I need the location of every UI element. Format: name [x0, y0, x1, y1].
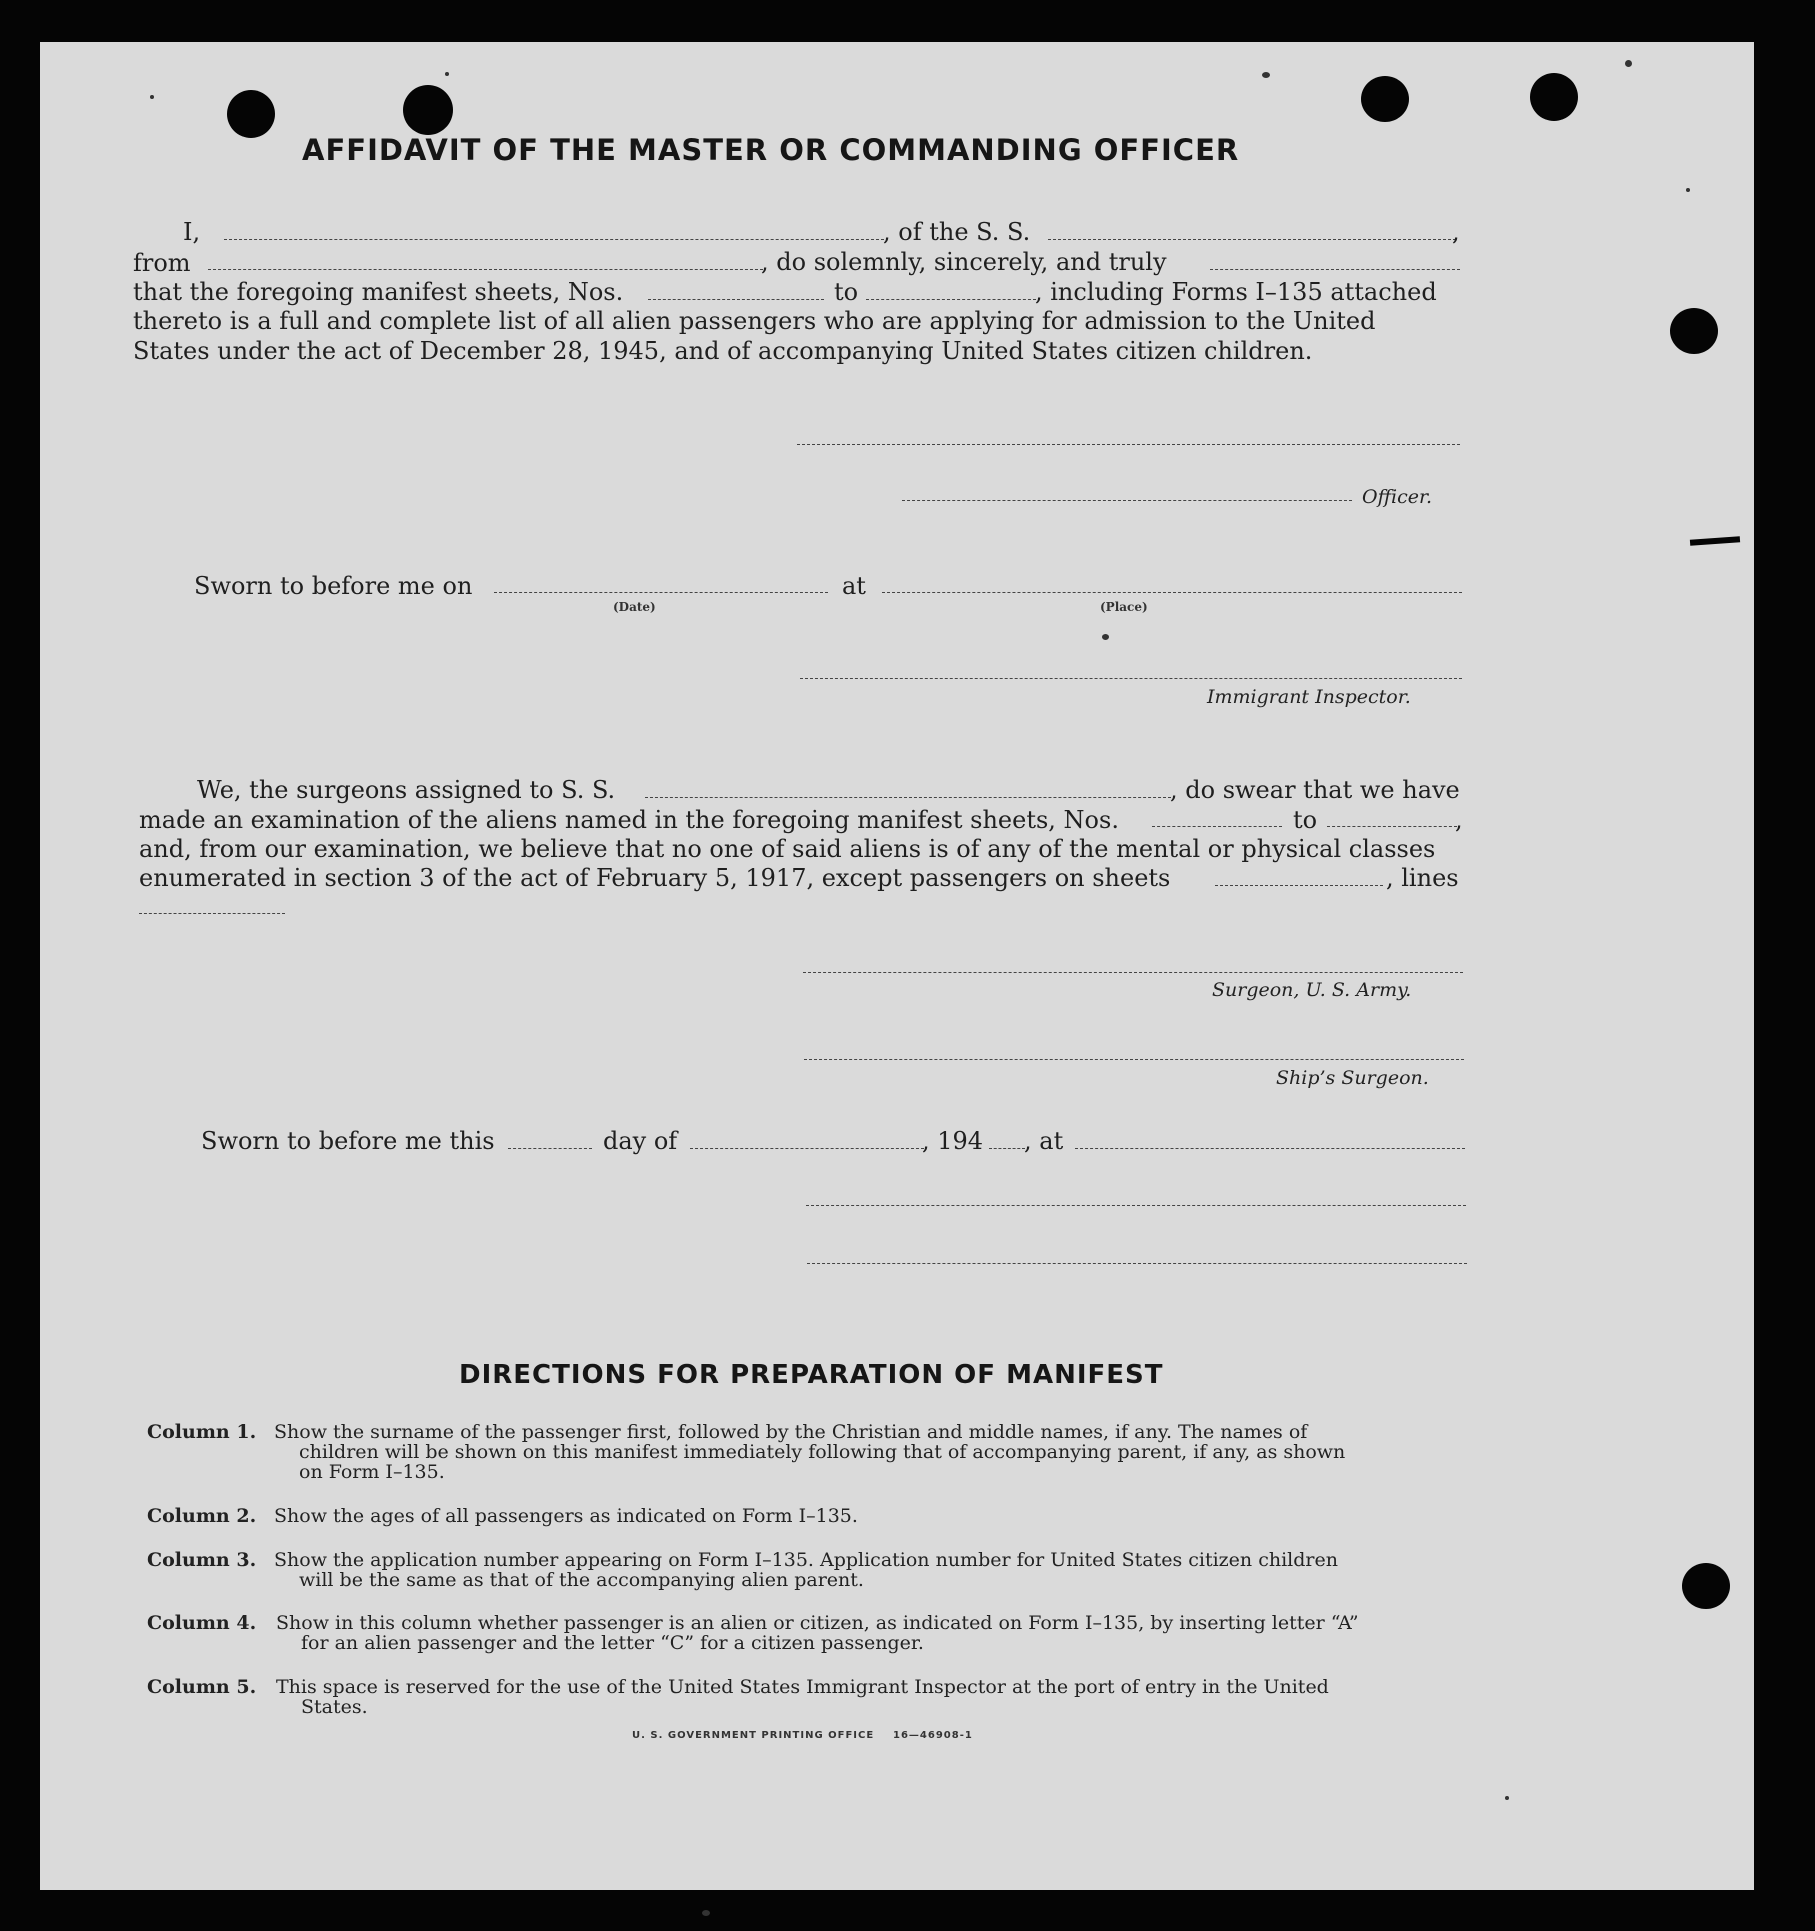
punch-hole: [403, 85, 453, 135]
column-label: Column 5.: [147, 1676, 257, 1698]
except-lines-field[interactable]: [139, 913, 285, 914]
master-name-field[interactable]: [224, 239, 884, 240]
surgeon-ship-field[interactable]: [645, 797, 1171, 798]
para1-line1-start: I,: [183, 218, 201, 246]
speck: [1102, 634, 1109, 640]
inspector-signature-line[interactable]: [800, 678, 1462, 679]
para1-line1-end: ,: [1452, 218, 1460, 246]
direction-line: on Form I–135.: [299, 1461, 445, 1483]
sworn-place-field[interactable]: [882, 592, 1462, 593]
para2-line4-end: , lines: [1386, 864, 1459, 892]
place-label: (Place): [1100, 600, 1148, 614]
master-signature-line[interactable]: [797, 444, 1460, 445]
para2-line4-start: enumerated in section 3 of the act of February 5, 1917, except passengers on sheets: [139, 864, 1171, 892]
from-port-field[interactable]: [208, 269, 763, 270]
sheet-from-field[interactable]: [648, 299, 824, 300]
officer-signature-line[interactable]: [902, 500, 1352, 501]
para1-line3-to: to: [834, 278, 859, 306]
para1-line4: thereto is a full and complete list of all alien passengers who are applying for admission to the United: [133, 307, 1376, 335]
sworn2-place-field[interactable]: [1075, 1148, 1465, 1149]
direction-line: Show the surname of the passenger first, followed by the Christian and middle names, if any. The names of: [274, 1421, 1308, 1443]
ship-name-field[interactable]: [1048, 239, 1456, 240]
officer-label: Officer.: [1362, 486, 1433, 508]
army-surgeon-signature-line[interactable]: [803, 972, 1463, 973]
except-sheets-field[interactable]: [1215, 885, 1383, 886]
para1-line1-mid: , of the S. S.: [883, 218, 1031, 246]
sworn1-at: at: [842, 572, 866, 600]
sworn2-text: Sworn to before me this: [201, 1127, 495, 1155]
sworn2-signature-line-2[interactable]: [807, 1263, 1467, 1264]
army-surgeon-label: Surgeon, U. S. Army.: [1212, 979, 1412, 1001]
speck: [702, 1910, 710, 1916]
oath-type-field[interactable]: [1210, 269, 1460, 270]
sworn2-day-of: day of: [603, 1127, 678, 1155]
exam-sheet-from-field[interactable]: [1152, 826, 1282, 827]
ship-surgeon-label: Ship’s Surgeon.: [1276, 1067, 1429, 1089]
punch-hole: [227, 90, 275, 138]
punch-hole: [1670, 308, 1718, 354]
direction-line: States.: [301, 1696, 368, 1718]
exam-sheet-to-field[interactable]: [1327, 826, 1457, 827]
ship-surgeon-signature-line[interactable]: [804, 1059, 1464, 1060]
para1-line3-start: that the foregoing manifest sheets, Nos.: [133, 278, 624, 306]
directions-title: DIRECTIONS FOR PREPARATION OF MANIFEST: [459, 1360, 1164, 1390]
inspector-label: Immigrant Inspector.: [1207, 686, 1411, 708]
direction-line: for an alien passenger and the letter “C” for a citizen passenger.: [301, 1632, 924, 1654]
direction-line: This space is reserved for the use of the United States Immigrant Inspector at the port of entry in the United: [276, 1676, 1329, 1698]
speck: [1262, 72, 1270, 78]
punch-hole: [1682, 1563, 1730, 1609]
sheet-to-field[interactable]: [866, 299, 1036, 300]
speck: [150, 95, 154, 99]
sworn1-text: Sworn to before me on: [194, 572, 473, 600]
direction-line: Show the application number appearing on Form I–135. Application number for United States citizen children: [274, 1549, 1338, 1571]
date-label: (Date): [613, 600, 656, 614]
column-label: Column 3.: [147, 1549, 257, 1571]
para1-line2-mid: , do solemnly, sincerely, and truly: [761, 248, 1167, 276]
para2-line2-start: made an examination of the aliens named in the foregoing manifest sheets, Nos.: [139, 806, 1119, 834]
printer-imprint: U. S. GOVERNMENT PRINTING OFFICE: [632, 1730, 875, 1741]
sworn2-at: , at: [1024, 1127, 1064, 1155]
speck: [1686, 188, 1690, 192]
sworn2-month-field[interactable]: [690, 1148, 924, 1149]
punch-hole: [1530, 73, 1578, 121]
sworn2-day-field[interactable]: [508, 1148, 592, 1149]
column-label: Column 4.: [147, 1612, 257, 1634]
direction-line: will be the same as that of the accompanying alien parent.: [299, 1569, 864, 1591]
para2-line3: and, from our examination, we believe that no one of said aliens is of any of the mental or physical classes: [139, 835, 1436, 863]
para2-line2-to: to: [1293, 806, 1318, 834]
direction-line: children will be shown on this manifest immediately following that of accompanying parent, if any, as shown: [299, 1441, 1346, 1463]
para2-line2-end: ,: [1455, 806, 1463, 834]
speck: [1505, 1796, 1509, 1800]
sworn2-year-field[interactable]: [989, 1148, 1025, 1149]
sworn2-signature-line-1[interactable]: [806, 1205, 1466, 1206]
direction-line: Show the ages of all passengers as indicated on Form I–135.: [274, 1505, 858, 1527]
sworn2-year: , 194: [922, 1127, 984, 1155]
affidavit-title: AFFIDAVIT OF THE MASTER OR COMMANDING OFFICER: [302, 133, 1240, 167]
punch-hole: [1361, 76, 1409, 122]
speck: [1625, 60, 1632, 67]
para1-line5: States under the act of December 28, 1945, and of accompanying United States citizen children.: [133, 337, 1313, 365]
direction-line: Show in this column whether passenger is an alien or citizen, as indicated on Form I–135, by inserting letter “A”: [276, 1612, 1359, 1634]
para2-line1-start: We, the surgeons assigned to S. S.: [197, 776, 616, 804]
sworn-date-field[interactable]: [494, 592, 828, 593]
column-label: Column 1.: [147, 1421, 257, 1443]
para2-line1-end: , do swear that we have: [1170, 776, 1460, 804]
column-label: Column 2.: [147, 1505, 257, 1527]
speck: [445, 72, 449, 76]
para1-line2-start: from: [133, 249, 191, 277]
para1-line3-end: , including Forms I–135 attached: [1035, 278, 1437, 306]
form-code: 16—46908-1: [893, 1730, 973, 1741]
